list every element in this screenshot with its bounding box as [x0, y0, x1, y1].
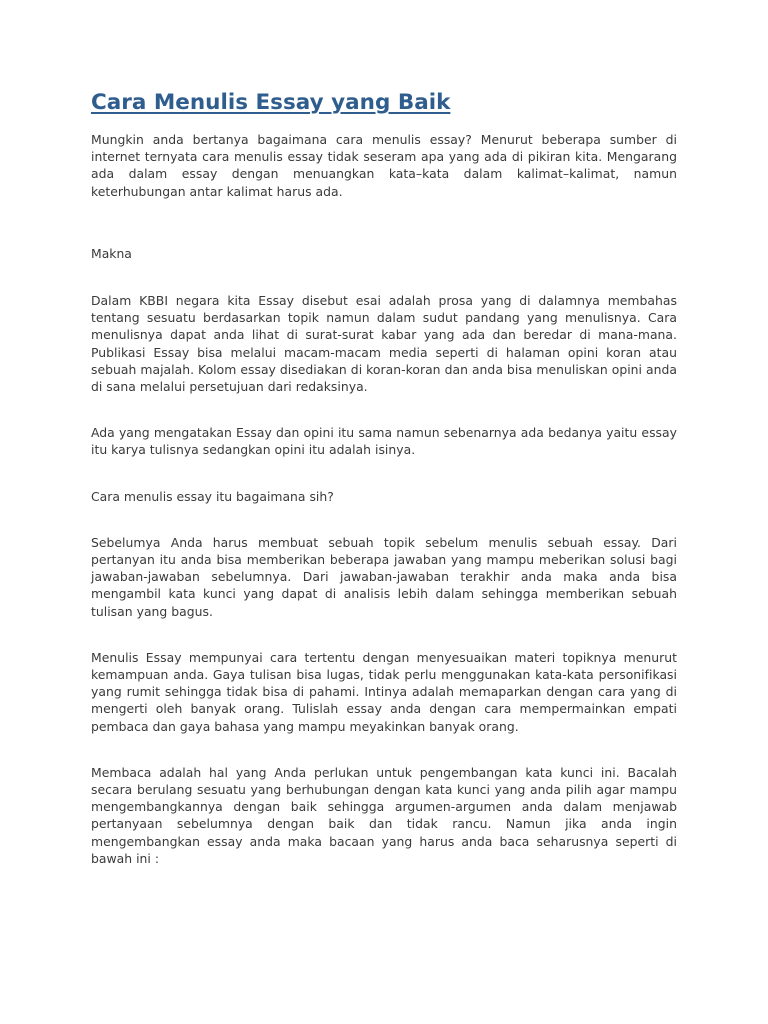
spacer [91, 505, 677, 534]
menulis-paragraph: Menulis Essay mempunyai cara tertentu dengan menyesuaikan materi topiknya menurut kemampuan anda. Gaya tulisan bisa lugas, tidak perlu menggunakan kata-kata personifikasi yang rumit sehingga tidak bisa di pahami. Intinya adalah memaparkan dengan cara yang di mengerti oleh banyak orang. Tulislah essay anda dengan cara mempermainkan empati pembaca dan gaya bahasa yang mampu meyakinkan banyak orang. [91, 649, 677, 734]
spacer [91, 459, 677, 488]
document-page [91, 88, 677, 867]
spacer [91, 262, 677, 292]
kbbi-paragraph: Dalam KBBI negara kita Essay disebut esai adalah prosa yang di dalamnya membahas tentang sesuatu berdasarkan topik namun dalam sudut pandang yang menulisnya. Cara menulisnya dapat anda lihat di surat-surat kabar yang ada dan beredar di mana-mana. Publikasi Essay bisa melalui macam-macam media seperti di halaman opini koran atau sebuah majalah. Kolom essay disediakan di koran-koran dan anda bisa menuliskan opini anda di sana melalui persetujuan dari redaksinya. [91, 293, 677, 395]
spacer [91, 395, 677, 424]
spacer [91, 735, 677, 764]
spacer [91, 620, 677, 649]
sebelumnya-paragraph: Sebelumya Anda harus membuat sebuah topik sebelum menulis sebuah essay. Dari pertanyan itu anda bisa memberikan beberapa jawaban yang mampu meberikan solusi bagi jawaban-jawaban sebelumnya. Dari jawaban-jawaban terakhir anda maka anda bisa mengambil kata kunci yang dapat di analisis lebih dalam sehingga memberikan sebuah tulisan yang bagus. [91, 534, 677, 619]
document-title: Cara Menulis Essay yang Baik [91, 90, 451, 115]
spacer [91, 200, 677, 245]
section-heading-cara: Cara menulis essay itu bagaimana sih? [91, 488, 334, 504]
intro-paragraph: Mungkin anda bertanya bagaimana cara menulis essay? Menurut beberapa sumber di internet ternyata cara menulis essay tidak seseram apa yang ada di pikiran kita. Mengarang ada dalam essay dengan menuangkan kata–kata dalam kalimat–kalimat, namun keterhubungan antar kalimat harus ada. [91, 132, 677, 199]
membaca-paragraph: Membaca adalah hal yang Anda perlukan untuk pengembangan kata kunci ini. Bacalah secara berulang sesuatu yang berhubungan dengan kata kunci yang anda pilih agar mampu mengembangkannya dengan baik sehingga argumen-argumen anda dalam menjawab pertanyaan sebelumnya dengan baik dan tidak rancu. Namun jika anda ingin mengembangkan essay anda maka bacaan yang harus anda baca seharusnya seperti di bawah ini : [91, 764, 677, 866]
section-heading-makna: Makna [91, 245, 132, 261]
opini-paragraph: Ada yang mengatakan Essay dan opini itu sama namun sebenarnya ada bedanya yaitu essay itu karya tulisnya sedangkan opini itu adalah isinya. [91, 425, 677, 458]
